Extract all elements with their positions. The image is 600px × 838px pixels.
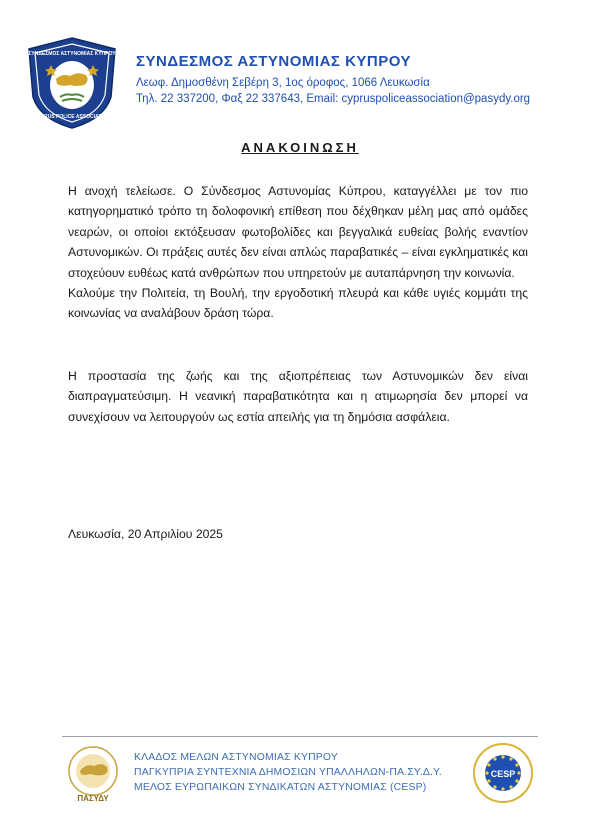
police-association-shield-icon (24, 35, 120, 131)
cesp-logo-text: CESP (490, 769, 516, 779)
announcement-heading: ΑΝΑΚΟΙΝΩΣΗ (241, 140, 359, 155)
organization-address: Λεωφ. Δημοσθένη Σεβέρη 3, 1ος όροφος, 1066 Λευκωσία (136, 77, 430, 89)
logo-text-top: ΣΥΝΔΕΣΜΟΣ ΑΣΤΥΝΟΜΙΑΣ ΚΥΠΡΟΥ (28, 51, 116, 57)
footer-line-1: ΚΛΑΔΟΣ ΜΕΛΩΝ ΑΣΤΥΝΟΜΙΑΣ ΚΥΠΡΟΥ (134, 752, 338, 763)
organization-contact: Τηλ. 22 337200, Φαξ 22 337643, Email: cypruspoliceassociation@pasydy.org (136, 93, 531, 105)
logo-text-bottom: CYPRUS POLICE ASSOCIATION (33, 114, 111, 120)
organization-title: ΣΥΝΔΕΣΜΟΣ ΑΣΤΥΝΟΜΙΑΣ ΚΥΠΡΟΥ (136, 53, 411, 70)
body-paragraph-1: Η ανοχή τελείωσε. Ο Σύνδεσμος Αστυνομίας Κύπρου, καταγγέλλει με τον πιο κατηγορηματικό τρόπο τη δολοφονική επίθεση που δέχθηκαν μέλη μας από ομάδες νεαρών, οι οποίοι εκτόξευσαν φωτοβολίδες και βεγγαλικά ευθείας βολής εναντίον Αστυνομικών. Οι πράξεις αυτές δεν είναι απλώς παραβατικές – είναι εγκληματικές και στοχεύουν ευθέως κατά ανθρώπων που υπηρετούν με αυταπάρνηση την κοινωνία. Καλούμε την Πολιτεία, τη Βουλή, την εργοδοτική πλευρά και κάθε υγιές κομμάτι της κοινωνίας να αναλάβουν δράση τώρα. (68, 184, 528, 321)
pasydy-logo-text: ΠΑΣΥΔΥ (77, 794, 109, 803)
footer-divider (62, 736, 538, 737)
cesp-logo-icon (470, 740, 536, 806)
footer-line-2: ΠΑΓΚΥΠΡΙΑ ΣΥΝΤΕΧΝΙΑ ΔΗΜΟΣΙΩΝ ΥΠΑΛΛΗΛΩΝ-ΠΑ.ΣΥ.Δ.Υ. (134, 767, 442, 778)
pasydy-logo-icon (60, 743, 126, 803)
dateline: Λευκωσία, 20 Απριλίου 2025 (68, 527, 223, 541)
body-paragraph-2: Η προστασία της ζωής και της αξιοπρέπειας των Αστυνομικών δεν είναι διαπραγματεύσιμη. Η νεανική παραβατικότητα και η ατιμωρησία δεν μπορεί να συνεχίσουν να λειτουργούν ως εστία απειλής για τη δημόσια ασφάλεια. (68, 369, 528, 424)
footer-line-3: ΜΕΛΟΣ ΕΥΡΩΠΑΙΚΩΝ ΣΥΝΔΙΚΑΤΩΝ ΑΣΤΥΝΟΜΙΑΣ (CESP) (134, 782, 427, 793)
